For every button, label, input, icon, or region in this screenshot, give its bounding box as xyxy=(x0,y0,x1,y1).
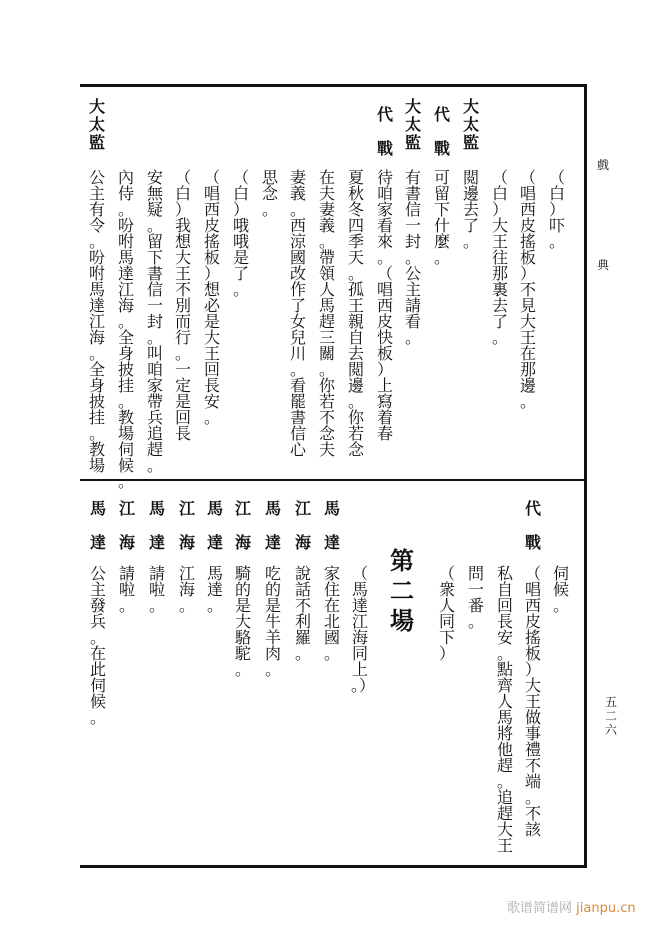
dialogue-text: 內侍。吩咐馬達江海。全身披挂。教場伺候。 xyxy=(117,168,134,491)
speaker-name: 馬達 xyxy=(148,499,165,552)
speaker-name: 江海 xyxy=(118,499,135,552)
dialogue-text: 閲邊去了。 xyxy=(462,168,479,251)
speaker-name: 馬達 xyxy=(323,499,340,552)
dialogue-text: 江海。 xyxy=(178,564,195,615)
dialogue-text: 吃的是牛羊肉。 xyxy=(264,564,281,679)
book-title-1: 戲 xyxy=(596,158,609,172)
watermark xyxy=(507,897,636,916)
speaker-name: 馬達 xyxy=(264,499,281,552)
page-number: 五二六 xyxy=(604,695,617,737)
dialogue-text: 夏秋冬四季天。孤王親自去閲邊。你若念 xyxy=(347,168,364,459)
dialogue-text: （唱西皮搖板）大王做事禮不端。不該 xyxy=(524,564,541,839)
dialogue-text: 家住在北國。 xyxy=(323,564,340,663)
dialogue-text: 請啦。 xyxy=(148,564,165,615)
dialogue-text: 公主發兵。在此伺候。 xyxy=(89,564,106,727)
page-border-right xyxy=(584,84,587,868)
book-title-2: 典 xyxy=(596,258,609,272)
dialogue-text: 有書信一封。公主請看。 xyxy=(404,168,421,347)
speaker-name: 江海 xyxy=(178,499,195,552)
dialogue-text: 公主有令。吩咐馬達江海。全身披挂。教場 xyxy=(88,168,105,475)
scene-title: 第二場 xyxy=(390,546,414,635)
speaker-name: 大太監 xyxy=(88,97,105,152)
page-border-top xyxy=(80,84,587,87)
dialogue-text: （唱西皮搖板）想必是大王回長安。 xyxy=(203,168,220,427)
speaker-name: 大太監 xyxy=(462,97,479,152)
page-border-bottom xyxy=(80,865,587,868)
speaker-name: 代戰 xyxy=(376,105,393,158)
speaker-name: 江海 xyxy=(234,499,251,552)
dialogue-text: 可留下什麼。 xyxy=(433,168,450,267)
dialogue-text: 伺候。 xyxy=(552,564,569,615)
dialogue-text: 妻義。西涼國改作了女兒川。看罷書信心 xyxy=(289,168,306,459)
dialogue-text: 馬達。 xyxy=(206,564,223,615)
dialogue-text: （白）哦哦是了。 xyxy=(232,168,249,299)
speaker-name: 馬達 xyxy=(89,499,106,552)
speaker-name: 大太監 xyxy=(404,97,421,152)
speaker-name: 代戰 xyxy=(433,105,450,158)
watermark-url: jianpu.cn xyxy=(576,901,636,916)
speaker-name: 江海 xyxy=(294,499,311,552)
dialogue-text: 騎的是大駱駝。 xyxy=(234,564,251,679)
dialogue-text: （唱西皮搖板）不見大王在那邊。 xyxy=(519,168,536,411)
section-divider xyxy=(80,479,587,481)
dialogue-text: 安無疑。留下書信一封。叫咱家帶兵追趕。 xyxy=(146,168,163,475)
dialogue-text: 問一番。 xyxy=(467,564,484,631)
dialogue-text: （白）我想大王不別而行。一定是回長 xyxy=(174,168,191,443)
dialogue-text: 思念。 xyxy=(261,168,278,219)
speaker-name: 代戰 xyxy=(524,499,541,552)
dialogue-text: （馬達江海同上。） xyxy=(351,564,376,695)
dialogue-text: （衆人同下） xyxy=(438,564,455,663)
dialogue-text: 在夫妻義。帶領人馬趕三關。你若不念夫 xyxy=(318,168,335,459)
dialogue-text: 說話不利羅。 xyxy=(294,564,311,663)
watermark-site-name: 歌谱简谱网 xyxy=(507,901,573,916)
speaker-name: 馬達 xyxy=(206,499,223,552)
dialogue-text: 待咱家看來。（唱西皮快板）上寫着春 xyxy=(376,168,393,443)
dialogue-text: （白）吓。 xyxy=(548,168,565,251)
dialogue-text: 私自回長安。點齊人馬將他趕。追趕大王 xyxy=(496,564,513,855)
dialogue-text: 請啦。 xyxy=(118,564,135,615)
dialogue-text: （白）大王往那裏去了。 xyxy=(491,168,508,347)
